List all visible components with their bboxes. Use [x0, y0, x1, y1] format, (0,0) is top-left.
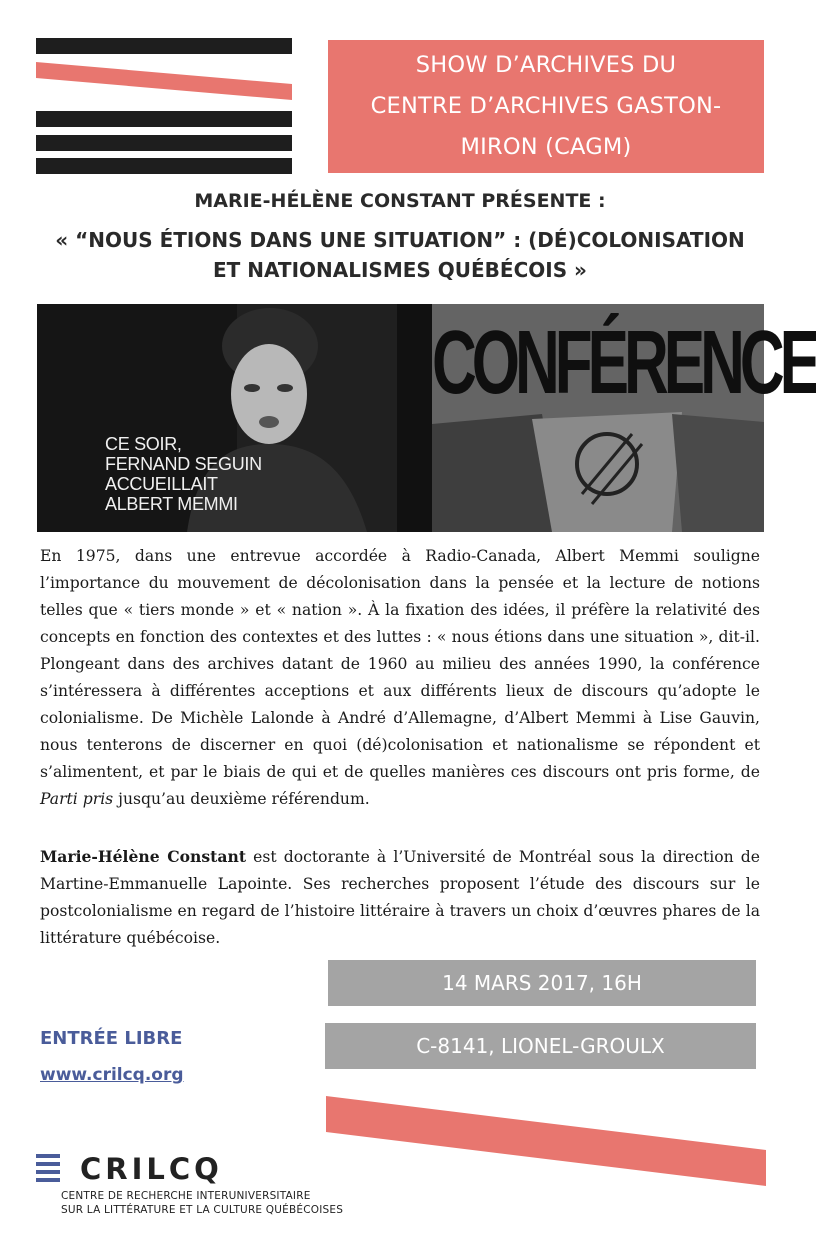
bio-name: Marie-Hélène Constant — [40, 847, 247, 866]
org-subtitle-line: SUR LA LITTÉRATURE ET LA CULTURE QUÉBÉCOISES — [61, 1204, 344, 1216]
website-link[interactable]: www.crilcq.org — [40, 1065, 184, 1085]
bio-paragraph: Marie-Hélène Constant est doctorante à l’Université de Montréal sous la direction de Martine-Emmanuelle Lapointe. Ses recherches proposent l’étude des discours sur le postcolonialisme en regard de l’histoire littéraire à travers un choix d’œuvres phares de la littérature québécoise. — [40, 847, 760, 947]
parti-pris-title: Parti pris — [40, 790, 114, 808]
crilcq-logo-text: CRILCQ — [80, 1152, 223, 1186]
header-title: SHOW D’ARCHIVES DU CENTRE D’ARCHIVES GASTON- MIRON (CAGM) — [370, 52, 722, 160]
conference-sign-still — [432, 304, 816, 532]
stripes-logo-icon — [36, 38, 292, 178]
caption-line: FERNAND SEGUIN — [105, 454, 262, 474]
description-paragraph: En 1975, dans une entrevue accordée à Radio-Canada, Albert Memmi souligne l’importance du mouvement de décolonisation dans la pensée et la lecture de notions telles que « tiers monde » et « nation ». À la fixation des idées, il préfère la relativité des concepts en fonction des contextes et des luttes : « nous étions dans une situation », dit-il. Plongeant dans des archives datant de 1960 au milieu des années 1990, la conférence s’intéressera à différentes acceptions et aux différents lieux de discours qu’adopte le colonialisme. De Michèle Lalonde à André d’Allemagne, d’Albert Memmi à Lise Gauvin, nous tenterons de discerner en quoi (dé)colonisation et nationalisme se répondent et s’alimentent, et par le biais de qui et de quelles manières ces discours ont pris forme, de Parti pris jusqu’au deuxième référendum. — [40, 547, 760, 808]
caption-line: CE SOIR, — [105, 434, 182, 454]
talk-title: « “NOUS ÉTIONS DANS UNE SITUATION” : (DÉ)COLONISATION ET NATIONALISMES QUÉBÉCOIS » — [55, 228, 745, 282]
archive-photo — [37, 304, 816, 532]
caption-line: ACCUEILLAIT — [105, 474, 218, 494]
caption-line: ALBERT MEMMI — [105, 494, 238, 514]
free-entry-label: ENTRÉE LIBRE — [40, 1028, 183, 1049]
org-subtitle-line: CENTRE DE RECHERCHE INTERUNIVERSITAIRE — [61, 1190, 311, 1202]
decorative-band-icon — [326, 1090, 766, 1190]
event-room: C-8141, LIONEL-GROULX — [325, 1023, 756, 1069]
speaker-still — [37, 304, 397, 532]
header-banner — [328, 40, 764, 173]
event-date: 14 MARS 2017, 16H — [328, 960, 756, 1006]
presenter-heading: MARIE-HÉLÈNE CONSTANT PRÉSENTE : — [194, 190, 606, 212]
crilcq-stripes-icon — [36, 1152, 76, 1186]
conference-sign-text: CONFÉRENCE — [432, 313, 816, 414]
